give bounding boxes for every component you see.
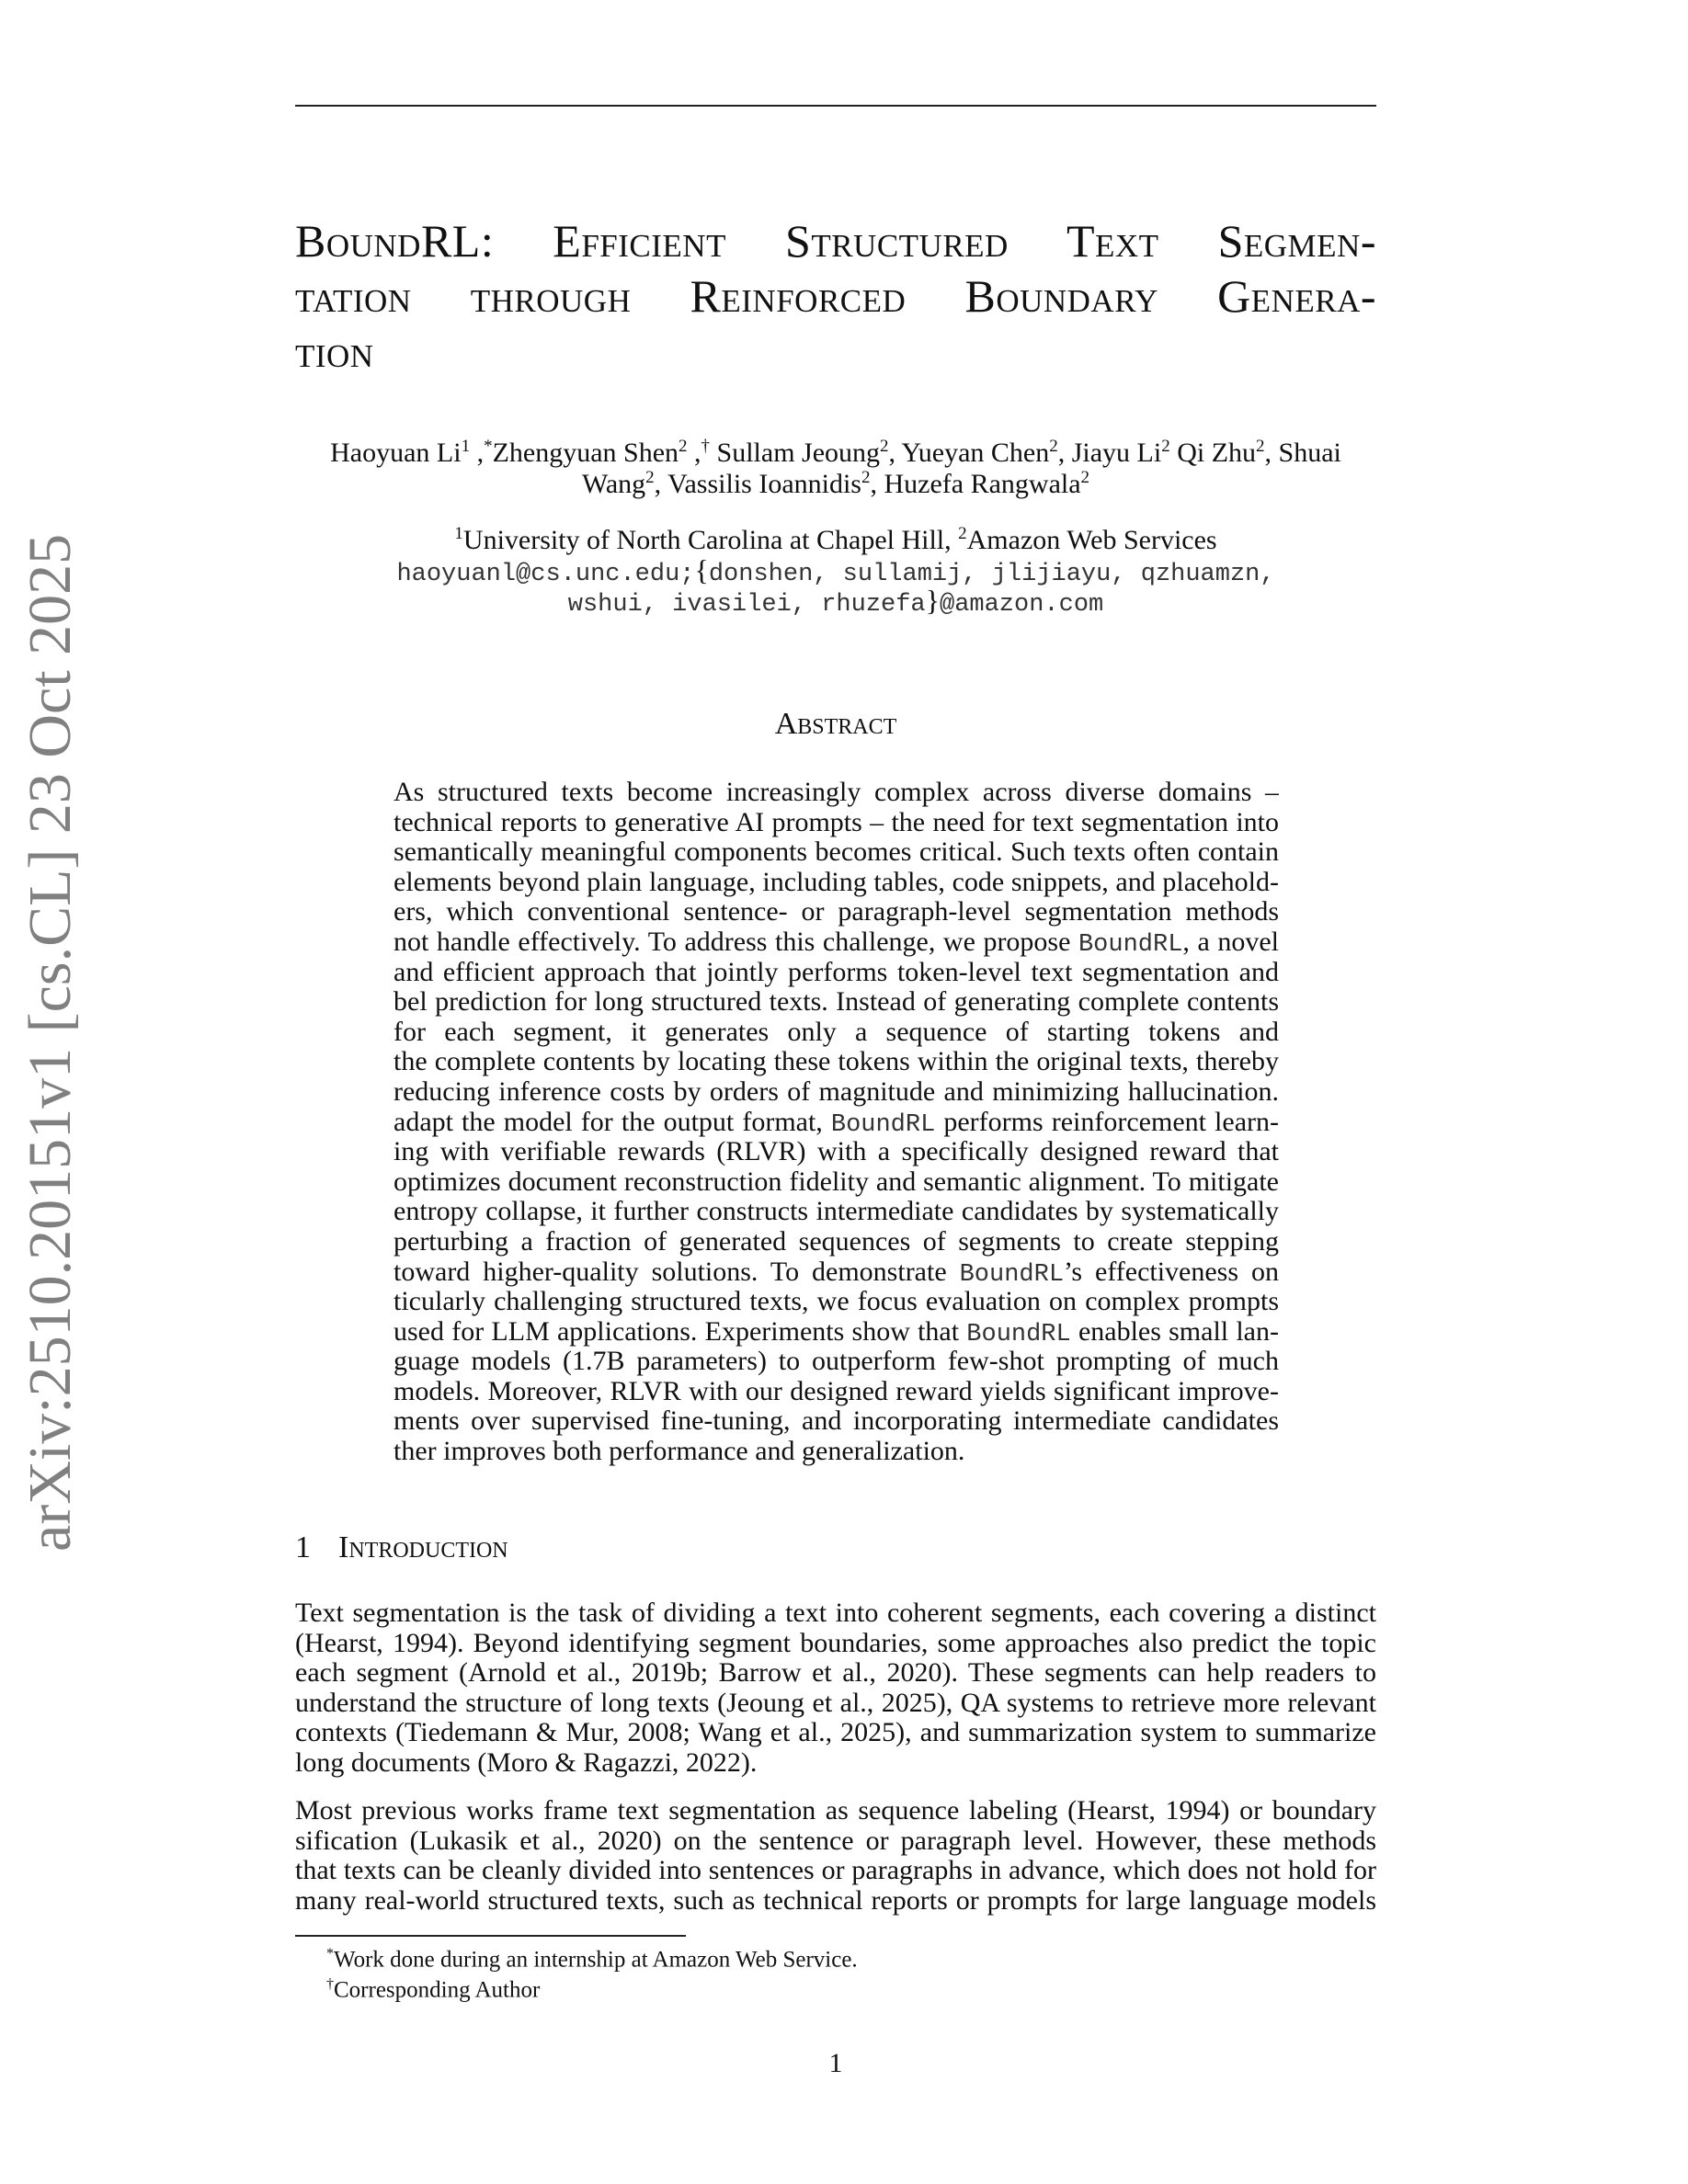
affiliations bbox=[295, 525, 1376, 556]
text-run: many real-world structured texts, such as technical reports or prompts for large language models bbox=[295, 1885, 1376, 1916]
author-name: Wang bbox=[581, 469, 646, 499]
emails-line-2 bbox=[295, 586, 1376, 620]
text-run: for each segment, it generates only a sequence of starting tokens and bbox=[393, 1017, 1279, 1047]
section-heading-introduction bbox=[295, 1530, 508, 1566]
text-line bbox=[393, 778, 1279, 808]
author-name: Qi Zhu bbox=[1177, 438, 1257, 468]
affiliation-mark: 2 bbox=[679, 437, 688, 456]
affiliation-mark: 2 bbox=[1256, 437, 1265, 456]
footnote-text: Corresponding Author bbox=[334, 1977, 541, 2003]
title-line: BoundRL: Efficient Structured Text Segmen- bbox=[295, 215, 1376, 267]
affiliation-name: Amazon Web Services bbox=[966, 525, 1217, 555]
text-run: optimizes document reconstruction fidelity and semantic alignment. To mitigate bbox=[393, 1166, 1279, 1197]
authors-line-2 bbox=[295, 469, 1376, 500]
text-run: and efficient approach that jointly performs token-level text segmentation and bbox=[393, 957, 1279, 987]
text-run: ’s effectiveness on bbox=[1064, 1257, 1279, 1287]
author-name: Jiayu Li bbox=[1071, 438, 1162, 468]
text-line bbox=[295, 1796, 1376, 1826]
footnote-text: Work done during an internship at Amazon Web Service. bbox=[334, 1947, 858, 1973]
section-number: 1 bbox=[295, 1530, 311, 1564]
author-name: Yueyan Chen bbox=[901, 438, 1050, 468]
affiliation-mark: 2 bbox=[958, 524, 967, 543]
text-line bbox=[393, 1347, 1279, 1377]
text-line bbox=[393, 1287, 1279, 1317]
affiliation-mark: 1 bbox=[461, 437, 471, 456]
text-line bbox=[393, 1377, 1279, 1407]
text-run: guage models (1.7B parameters) to outperform few-shot prompting of much bbox=[393, 1347, 1279, 1377]
text-line bbox=[393, 1437, 1279, 1467]
text-run: long documents (Moro & Ragazzi, 2022). bbox=[295, 1746, 758, 1778]
brace-open: { bbox=[694, 553, 709, 586]
text-run: ticularly challenging structured texts, we focus evaluation on complex prompts bbox=[393, 1287, 1279, 1317]
affiliation-mark: 2 bbox=[861, 468, 871, 487]
separator: , bbox=[470, 438, 485, 468]
text-run: the complete contents by locating these tokens within the original texts, thereby bbox=[393, 1047, 1279, 1077]
text-line bbox=[393, 987, 1279, 1018]
author-name: Huzefa Rangwala bbox=[884, 469, 1081, 499]
section-title: Introduction bbox=[338, 1530, 508, 1564]
method-name: BoundRL bbox=[966, 1320, 1071, 1348]
text-line bbox=[393, 1047, 1279, 1077]
text-line bbox=[295, 1689, 1376, 1719]
text-line bbox=[393, 958, 1279, 988]
text-run: Most previous works frame text segmentation as sequence labeling (Hearst, 1994) or boundary bbox=[295, 1796, 1376, 1826]
text-line bbox=[393, 1257, 1279, 1288]
separator: , bbox=[1057, 438, 1072, 468]
text-run: enables small lan- bbox=[1070, 1316, 1279, 1347]
text-line bbox=[295, 1658, 1376, 1689]
text-run: entropy collapse, it further constructs intermediate candidates by systematically bbox=[393, 1197, 1279, 1227]
separator: , bbox=[870, 469, 884, 499]
email-unc[interactable]: haoyuanl@cs.unc.edu; bbox=[396, 561, 695, 588]
affiliation-mark: 2 bbox=[880, 437, 889, 456]
text-line bbox=[295, 1886, 1376, 1917]
affiliation-name: University of North Carolina at Chapel Hill, bbox=[462, 525, 959, 555]
text-line bbox=[393, 1197, 1279, 1227]
method-name: BoundRL bbox=[830, 1110, 936, 1138]
text-line bbox=[393, 897, 1279, 927]
footnote-rule bbox=[295, 1935, 686, 1937]
text-run: As structured texts become increasingly complex across diverse domains – bbox=[393, 778, 1279, 807]
text-run: that texts can be cleanly divided into sentences or paragraphs in advance, which does not hold for bbox=[295, 1856, 1376, 1886]
text-run: used for LLM applications. Experiments show that bbox=[393, 1316, 967, 1347]
author-name: Haoyuan Li bbox=[330, 438, 462, 468]
text-line bbox=[295, 1718, 1376, 1748]
email-domain[interactable]: @amazon.com bbox=[940, 591, 1104, 619]
authors-line-1 bbox=[295, 438, 1376, 469]
author-name: Vassilis Ioannidis bbox=[667, 469, 861, 499]
email-amazon-users[interactable]: wshui, ivasilei, rhuzefa bbox=[567, 591, 926, 619]
text-run: Text segmentation is the task of dividing a text into coherent segments, each covering a distinct bbox=[295, 1598, 1376, 1628]
affiliation-mark: † bbox=[701, 437, 711, 456]
separator bbox=[710, 438, 717, 468]
text-line bbox=[295, 1826, 1376, 1857]
affiliation-mark: 2 bbox=[1161, 437, 1170, 456]
author-name: Zhengyuan Shen bbox=[492, 438, 679, 468]
title-line: tation through Reinforced Boundary Genera- bbox=[295, 270, 1376, 322]
text-line bbox=[393, 927, 1279, 958]
header-rule bbox=[295, 105, 1376, 107]
brace-close: } bbox=[925, 584, 940, 617]
footnote-2 bbox=[326, 1969, 540, 2005]
text-line bbox=[393, 1077, 1279, 1108]
text-line bbox=[393, 868, 1279, 898]
text-run: understand the structure of long texts (Jeoung et al., 2025), QA systems to retrieve more relevant bbox=[295, 1688, 1376, 1718]
text-line bbox=[393, 1317, 1279, 1348]
text-line bbox=[295, 1856, 1376, 1886]
text-line bbox=[295, 1748, 1376, 1779]
text-run: models. Moreover, RLVR with our designed reward yields significant improve- bbox=[393, 1376, 1279, 1406]
text-line bbox=[393, 1108, 1279, 1138]
affiliation-mark: 2 bbox=[1080, 468, 1090, 487]
affiliation-mark: 2 bbox=[645, 468, 655, 487]
text-run: adapt the model for the output format, bbox=[393, 1107, 831, 1137]
abstract-body bbox=[393, 778, 1279, 1467]
text-line bbox=[393, 808, 1279, 838]
separator: , Shuai bbox=[1264, 438, 1341, 468]
footnote-mark: * bbox=[326, 1946, 334, 1962]
text-run: not handle effectively. To address this challenge, we propose bbox=[393, 927, 1078, 957]
separator: , bbox=[687, 438, 701, 468]
text-run: each segment (Arnold et al., 2019b; Barrow et al., 2020). These segments can help readers to bbox=[295, 1658, 1376, 1689]
footnote-mark: † bbox=[326, 1976, 334, 1992]
separator: , bbox=[888, 438, 902, 468]
text-run: ers, which conventional sentence- or paragraph-level segmentation methods bbox=[393, 897, 1279, 927]
page-number: 1 bbox=[828, 2048, 843, 2078]
arxiv-identifier: arXiv:2510.20151v1 [cs.CL] 23 Oct 2025 bbox=[17, 533, 84, 1552]
text-run: ments over supervised fine-tuning, and incorporating intermediate candidates bbox=[393, 1406, 1279, 1437]
text-run: contexts (Tiedemann & Mur, 2008; Wang et al., 2025), and summarization system to summarize bbox=[295, 1718, 1376, 1748]
text-run: performs reinforcement learn- bbox=[935, 1107, 1279, 1137]
affiliation-mark: 2 bbox=[1049, 437, 1058, 456]
text-line bbox=[393, 1018, 1279, 1048]
intro-paragraph-2 bbox=[295, 1796, 1376, 1916]
text-run: ing with verifiable rewards (RLVR) with a specifically designed reward that bbox=[393, 1137, 1279, 1167]
text-line bbox=[393, 1227, 1279, 1257]
text-run: reducing inference costs by orders of magnitude and minimizing hallucination. bbox=[393, 1076, 1279, 1107]
text-run: (Hearst, 1994). Beyond identifying segment boundaries, some approaches also predict the topic bbox=[295, 1628, 1376, 1658]
method-name: BoundRL bbox=[1078, 930, 1183, 958]
text-run: ther improves both performance and generalization. bbox=[393, 1436, 965, 1467]
text-line bbox=[393, 837, 1279, 868]
text-run: elements beyond plain language, including tables, code snippets, and placehold- bbox=[393, 867, 1279, 897]
text-run: perturbing a fraction of generated sequences of segments to create stepping bbox=[393, 1226, 1279, 1257]
text-run: bel prediction for long structured texts. Instead of generating complete contents bbox=[393, 987, 1279, 1018]
text-line bbox=[393, 1137, 1279, 1167]
author-name: Sullam Jeoung bbox=[716, 438, 881, 468]
text-run: technical reports to generative AI prompts – the need for text segmentation into bbox=[393, 807, 1279, 837]
text-line bbox=[393, 1167, 1279, 1198]
separator: , bbox=[654, 469, 668, 499]
affiliation-mark: * bbox=[484, 437, 493, 456]
title-line: tion bbox=[295, 325, 374, 377]
affiliation-mark: 1 bbox=[454, 524, 463, 543]
text-run: toward higher-quality solutions. To demonstrate bbox=[393, 1257, 960, 1287]
text-line bbox=[393, 1406, 1279, 1437]
text-line bbox=[295, 1598, 1376, 1629]
text-run: sification (Lukasik et al., 2020) on the sentence or paragraph level. However, these methods bbox=[295, 1826, 1376, 1856]
text-line bbox=[295, 1629, 1376, 1659]
email-amazon-users[interactable]: donshen, sullamij, jlijiayu, qzhuamzn, bbox=[708, 561, 1275, 588]
abstract-heading: Abstract bbox=[774, 707, 897, 741]
text-run: , a novel bbox=[1182, 927, 1279, 957]
method-name: BoundRL bbox=[959, 1260, 1065, 1288]
intro-paragraph-1 bbox=[295, 1598, 1376, 1779]
text-run: semantically meaningful components becomes critical. Such texts often contain bbox=[393, 837, 1279, 868]
